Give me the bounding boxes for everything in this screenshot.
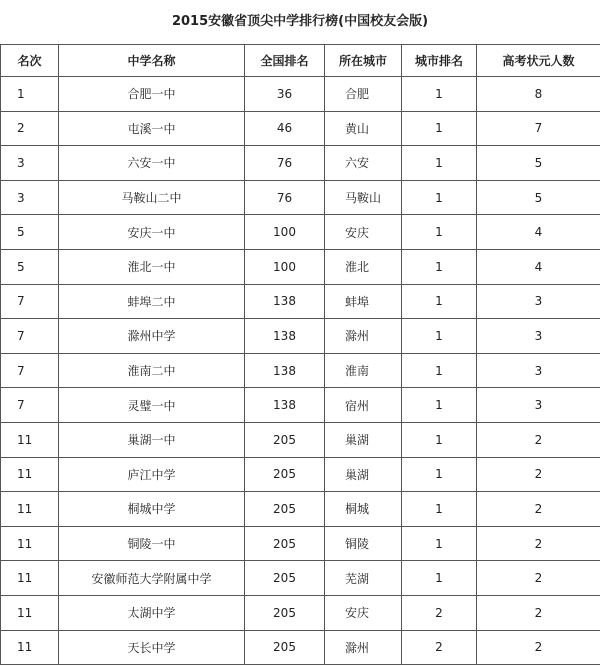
table-row — [1, 284, 600, 319]
cell-national-rank: 76 — [245, 146, 325, 181]
cell-champions: 3 — [477, 388, 600, 423]
header-school-name: 中学名称 — [59, 45, 245, 77]
cell-school-name: 淮南二中 — [59, 353, 245, 388]
table-row — [1, 319, 600, 354]
cell-champions: 5 — [477, 146, 600, 181]
table-row — [1, 526, 600, 561]
cell-school-name: 安徽师范大学附属中学 — [59, 561, 245, 596]
cell-rank: 5 — [1, 215, 59, 250]
table-row — [1, 111, 600, 146]
table-row — [1, 77, 600, 112]
cell-champions: 3 — [477, 353, 600, 388]
cell-rank: 11 — [1, 457, 59, 492]
cell-champions: 5 — [477, 180, 600, 215]
table-row — [1, 492, 600, 527]
cell-city-rank: 1 — [402, 457, 477, 492]
cell-school-name: 蚌埠二中 — [59, 284, 245, 319]
cell-city: 桐城 — [325, 492, 402, 527]
table-row — [1, 457, 600, 492]
cell-champions: 8 — [477, 77, 600, 112]
cell-school-name: 庐江中学 — [59, 457, 245, 492]
cell-national-rank: 205 — [245, 595, 325, 630]
cell-national-rank: 138 — [245, 353, 325, 388]
cell-city-rank: 1 — [402, 353, 477, 388]
cell-national-rank: 76 — [245, 180, 325, 215]
cell-national-rank: 205 — [245, 561, 325, 596]
cell-city-rank: 1 — [402, 561, 477, 596]
cell-national-rank: 138 — [245, 388, 325, 423]
cell-school-name: 灵璧一中 — [59, 388, 245, 423]
cell-rank: 11 — [1, 526, 59, 561]
cell-city-rank: 1 — [402, 215, 477, 250]
table-row — [1, 146, 600, 181]
table-header-row — [1, 45, 600, 77]
cell-city: 巢湖 — [325, 422, 402, 457]
cell-champions: 7 — [477, 111, 600, 146]
cell-school-name: 滁州中学 — [59, 319, 245, 354]
cell-school-name: 屯溪一中 — [59, 111, 245, 146]
cell-city-rank: 1 — [402, 388, 477, 423]
cell-rank: 11 — [1, 492, 59, 527]
cell-city-rank: 1 — [402, 77, 477, 112]
table-body — [1, 77, 600, 665]
cell-rank: 7 — [1, 319, 59, 354]
cell-national-rank: 138 — [245, 319, 325, 354]
cell-school-name: 安庆一中 — [59, 215, 245, 250]
cell-rank: 3 — [1, 146, 59, 181]
cell-city-rank: 2 — [402, 630, 477, 665]
cell-city-rank: 2 — [402, 595, 477, 630]
cell-school-name: 合肥一中 — [59, 77, 245, 112]
cell-school-name: 淮北一中 — [59, 249, 245, 284]
cell-champions: 2 — [477, 457, 600, 492]
cell-national-rank: 138 — [245, 284, 325, 319]
cell-champions: 2 — [477, 526, 600, 561]
cell-school-name: 马鞍山二中 — [59, 180, 245, 215]
header-national-rank: 全国排名 — [245, 45, 325, 77]
cell-city-rank: 1 — [402, 492, 477, 527]
cell-city: 淮北 — [325, 249, 402, 284]
cell-school-name: 太湖中学 — [59, 595, 245, 630]
table-row — [1, 595, 600, 630]
table-row — [1, 215, 600, 250]
cell-national-rank: 205 — [245, 526, 325, 561]
cell-city: 芜湖 — [325, 561, 402, 596]
cell-city-rank: 1 — [402, 526, 477, 561]
cell-rank: 7 — [1, 388, 59, 423]
cell-city: 淮南 — [325, 353, 402, 388]
cell-champions: 2 — [477, 595, 600, 630]
cell-city-rank: 1 — [402, 319, 477, 354]
cell-city: 合肥 — [325, 77, 402, 112]
ranking-table — [0, 44, 600, 665]
cell-champions: 3 — [477, 319, 600, 354]
cell-city: 马鞍山 — [325, 180, 402, 215]
cell-rank: 7 — [1, 353, 59, 388]
cell-city-rank: 1 — [402, 284, 477, 319]
cell-school-name: 桐城中学 — [59, 492, 245, 527]
cell-champions: 2 — [477, 561, 600, 596]
cell-rank: 11 — [1, 595, 59, 630]
cell-champions: 2 — [477, 630, 600, 665]
cell-rank: 3 — [1, 180, 59, 215]
cell-city: 安庆 — [325, 215, 402, 250]
cell-city-rank: 1 — [402, 111, 477, 146]
table-row — [1, 353, 600, 388]
header-city-rank: 城市排名 — [402, 45, 477, 77]
page-title: 2015安徽省顶尖中学排行榜(中国校友会版) — [171, 14, 429, 29]
cell-national-rank: 205 — [245, 422, 325, 457]
table-row — [1, 388, 600, 423]
table-row — [1, 561, 600, 596]
cell-champions: 4 — [477, 215, 600, 250]
table-row — [1, 249, 600, 284]
cell-city: 铜陵 — [325, 526, 402, 561]
cell-city: 六安 — [325, 146, 402, 181]
cell-national-rank: 205 — [245, 630, 325, 665]
cell-city-rank: 1 — [402, 249, 477, 284]
cell-national-rank: 100 — [245, 249, 325, 284]
cell-national-rank: 36 — [245, 77, 325, 112]
cell-city: 宿州 — [325, 388, 402, 423]
cell-champions: 3 — [477, 284, 600, 319]
cell-city: 滁州 — [325, 319, 402, 354]
cell-city: 黄山 — [325, 111, 402, 146]
cell-rank: 1 — [1, 77, 59, 112]
header-champions: 高考状元人数 — [477, 45, 600, 77]
cell-rank: 2 — [1, 111, 59, 146]
cell-city: 安庆 — [325, 595, 402, 630]
cell-city-rank: 1 — [402, 180, 477, 215]
cell-rank: 11 — [1, 422, 59, 457]
cell-champions: 2 — [477, 492, 600, 527]
cell-school-name: 巢湖一中 — [59, 422, 245, 457]
cell-national-rank: 46 — [245, 111, 325, 146]
cell-school-name: 天长中学 — [59, 630, 245, 665]
cell-city: 滁州 — [325, 630, 402, 665]
cell-school-name: 六安一中 — [59, 146, 245, 181]
cell-champions: 4 — [477, 249, 600, 284]
header-rank: 名次 — [1, 45, 59, 77]
cell-city: 蚌埠 — [325, 284, 402, 319]
table-row — [1, 180, 600, 215]
cell-national-rank: 205 — [245, 492, 325, 527]
cell-rank: 5 — [1, 249, 59, 284]
cell-rank: 7 — [1, 284, 59, 319]
cell-school-name: 铜陵一中 — [59, 526, 245, 561]
table-row — [1, 630, 600, 665]
cell-champions: 2 — [477, 422, 600, 457]
cell-rank: 11 — [1, 630, 59, 665]
cell-national-rank: 100 — [245, 215, 325, 250]
cell-city-rank: 1 — [402, 422, 477, 457]
table-row — [1, 422, 600, 457]
cell-city: 巢湖 — [325, 457, 402, 492]
cell-rank: 11 — [1, 561, 59, 596]
cell-city-rank: 1 — [402, 146, 477, 181]
header-city: 所在城市 — [325, 45, 402, 77]
cell-national-rank: 205 — [245, 457, 325, 492]
